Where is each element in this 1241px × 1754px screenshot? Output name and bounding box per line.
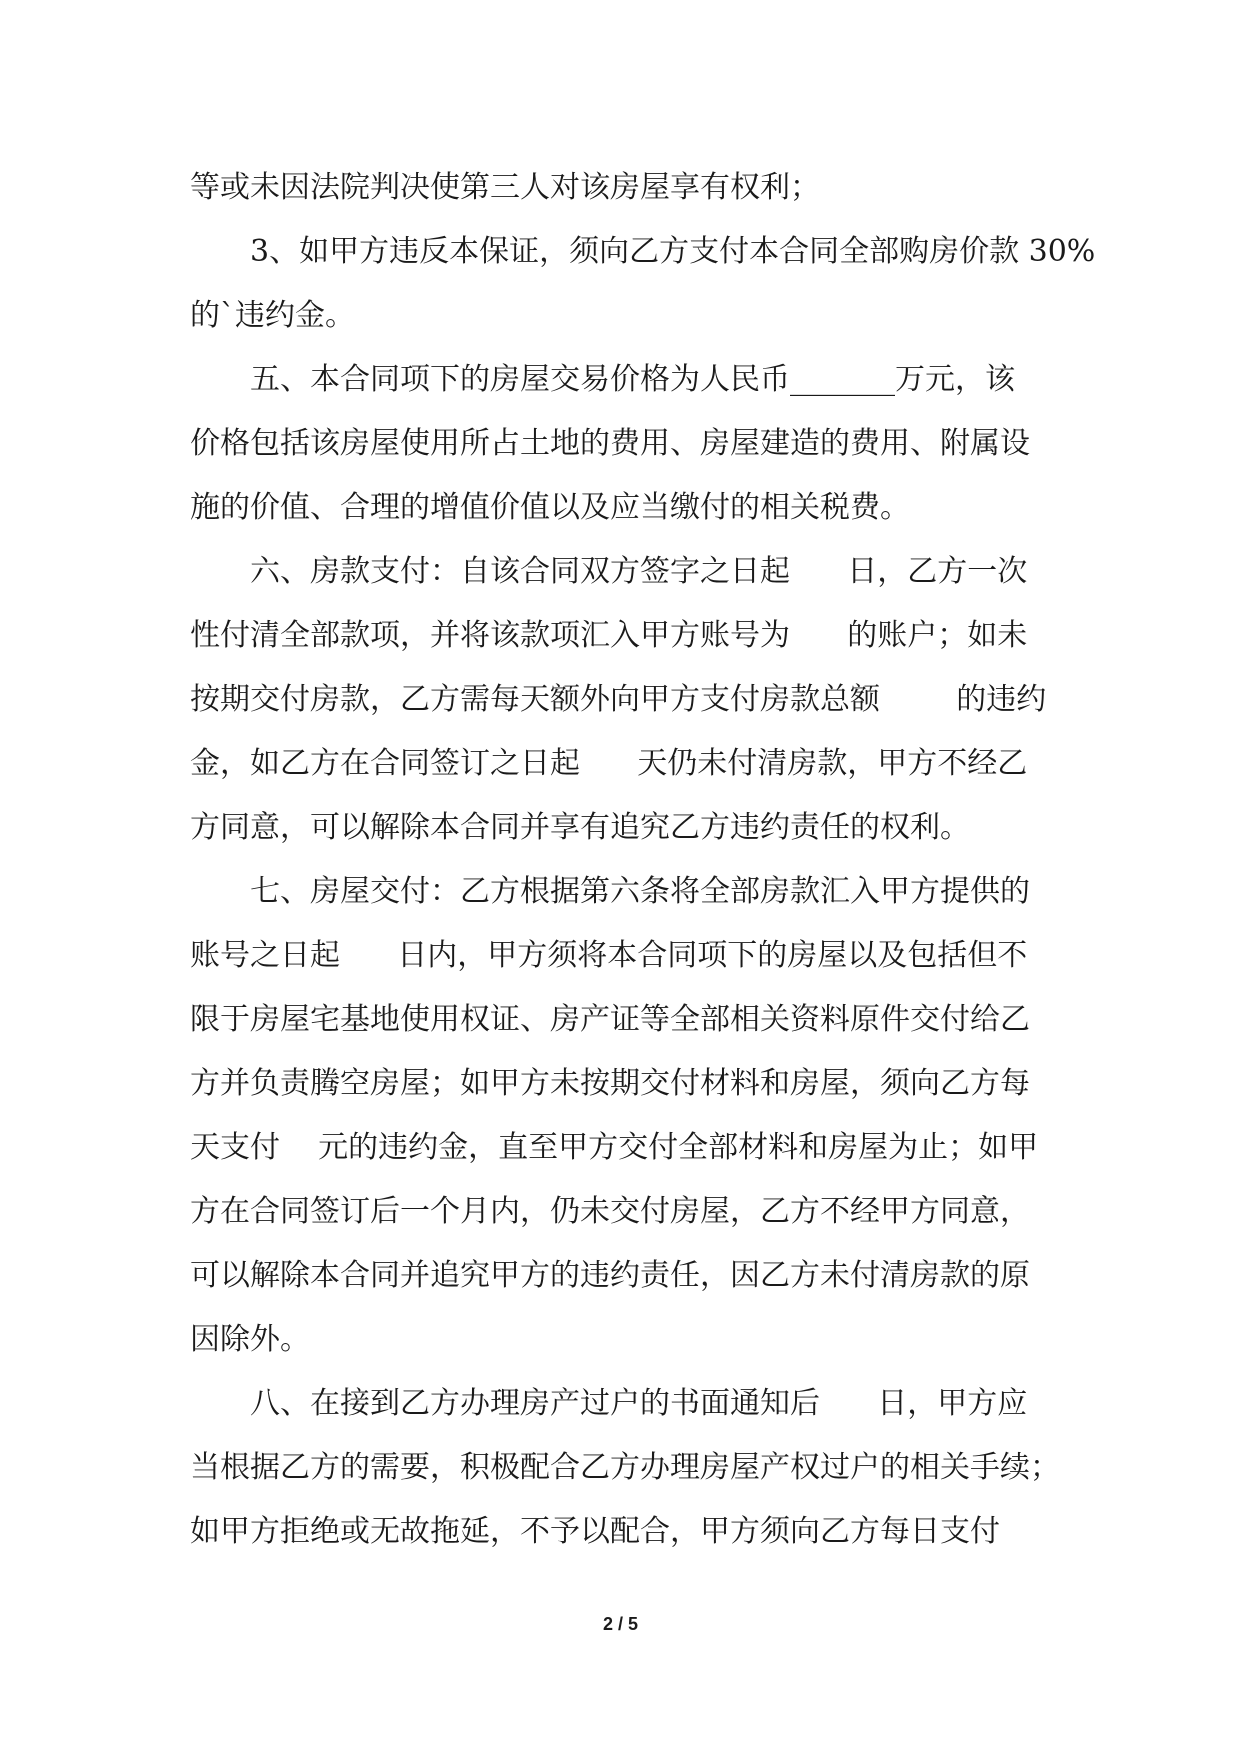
text-line: 按期交付房款，乙方需每天额外向甲方支付房款总额 的违约 [190,682,1047,717]
text-line: 等或未因法院判决使第三人对该房屋享有权利； [190,170,820,205]
text-line: 天支付 元的违约金，直至甲方交付全部材料和房屋为止；如甲 [190,1130,1039,1165]
text-line: 方在合同签订后一个月内，仍未交付房屋，乙方不经甲方同意， [190,1194,1030,1229]
text-line: 如甲方拒绝或无故拖延，不予以配合，甲方须向乙方每日支付 [190,1514,1000,1549]
text-line: 可以解除本合同并追究甲方的违约责任，因乙方未付清房款的原 [190,1258,1030,1293]
text-line: 施的价值、合理的增值价值以及应当缴付的相关税费。 [190,490,910,525]
text-line: 七、房屋交付：乙方根据第六条将全部房款汇入甲方提供的 [250,874,1030,909]
text-line: 当根据乙方的需要，积极配合乙方办理房屋产权过户的相关手续； [190,1450,1060,1485]
text-line: 性付清全部款项，并将该款项汇入甲方账号为 的账户；如未 [190,618,1028,653]
text-line: 的`违约金。 [190,298,355,333]
text-line: 方并负责腾空房屋；如甲方未按期交付材料和房屋，须向乙方每 [190,1066,1030,1101]
text-line: 六、房款支付：自该合同双方签字之日起 日，乙方一次 [250,554,1028,589]
text-line: 3、如甲方违反本保证，须向乙方支付本合同全部购房价款 30% [250,234,1096,269]
text-line: 金，如乙方在合同签订之日起 天仍未付清房款，甲方不经乙 [190,746,1028,781]
text-line: 价格包括该房屋使用所占土地的费用、房屋建造的费用、附属设 [190,426,1030,461]
text-line: 方同意，可以解除本合同并享有追究乙方违约责任的权利。 [190,810,970,845]
text-line: 八、在接到乙方办理房产过户的书面通知后 日，甲方应 [250,1386,1028,1421]
text-line: 五、本合同项下的房屋交易价格为人民币_______万元，该 [250,362,1015,397]
page-number: 2 / 5 [602,1614,639,1634]
text-line: 账号之日起 日内，甲方须将本合同项下的房屋以及包括但不 [190,938,1028,973]
text-line: 限于房屋宅基地使用权证、房产证等全部相关资料原件交付给乙 [190,1002,1030,1037]
text-line: 因除外。 [190,1322,310,1357]
